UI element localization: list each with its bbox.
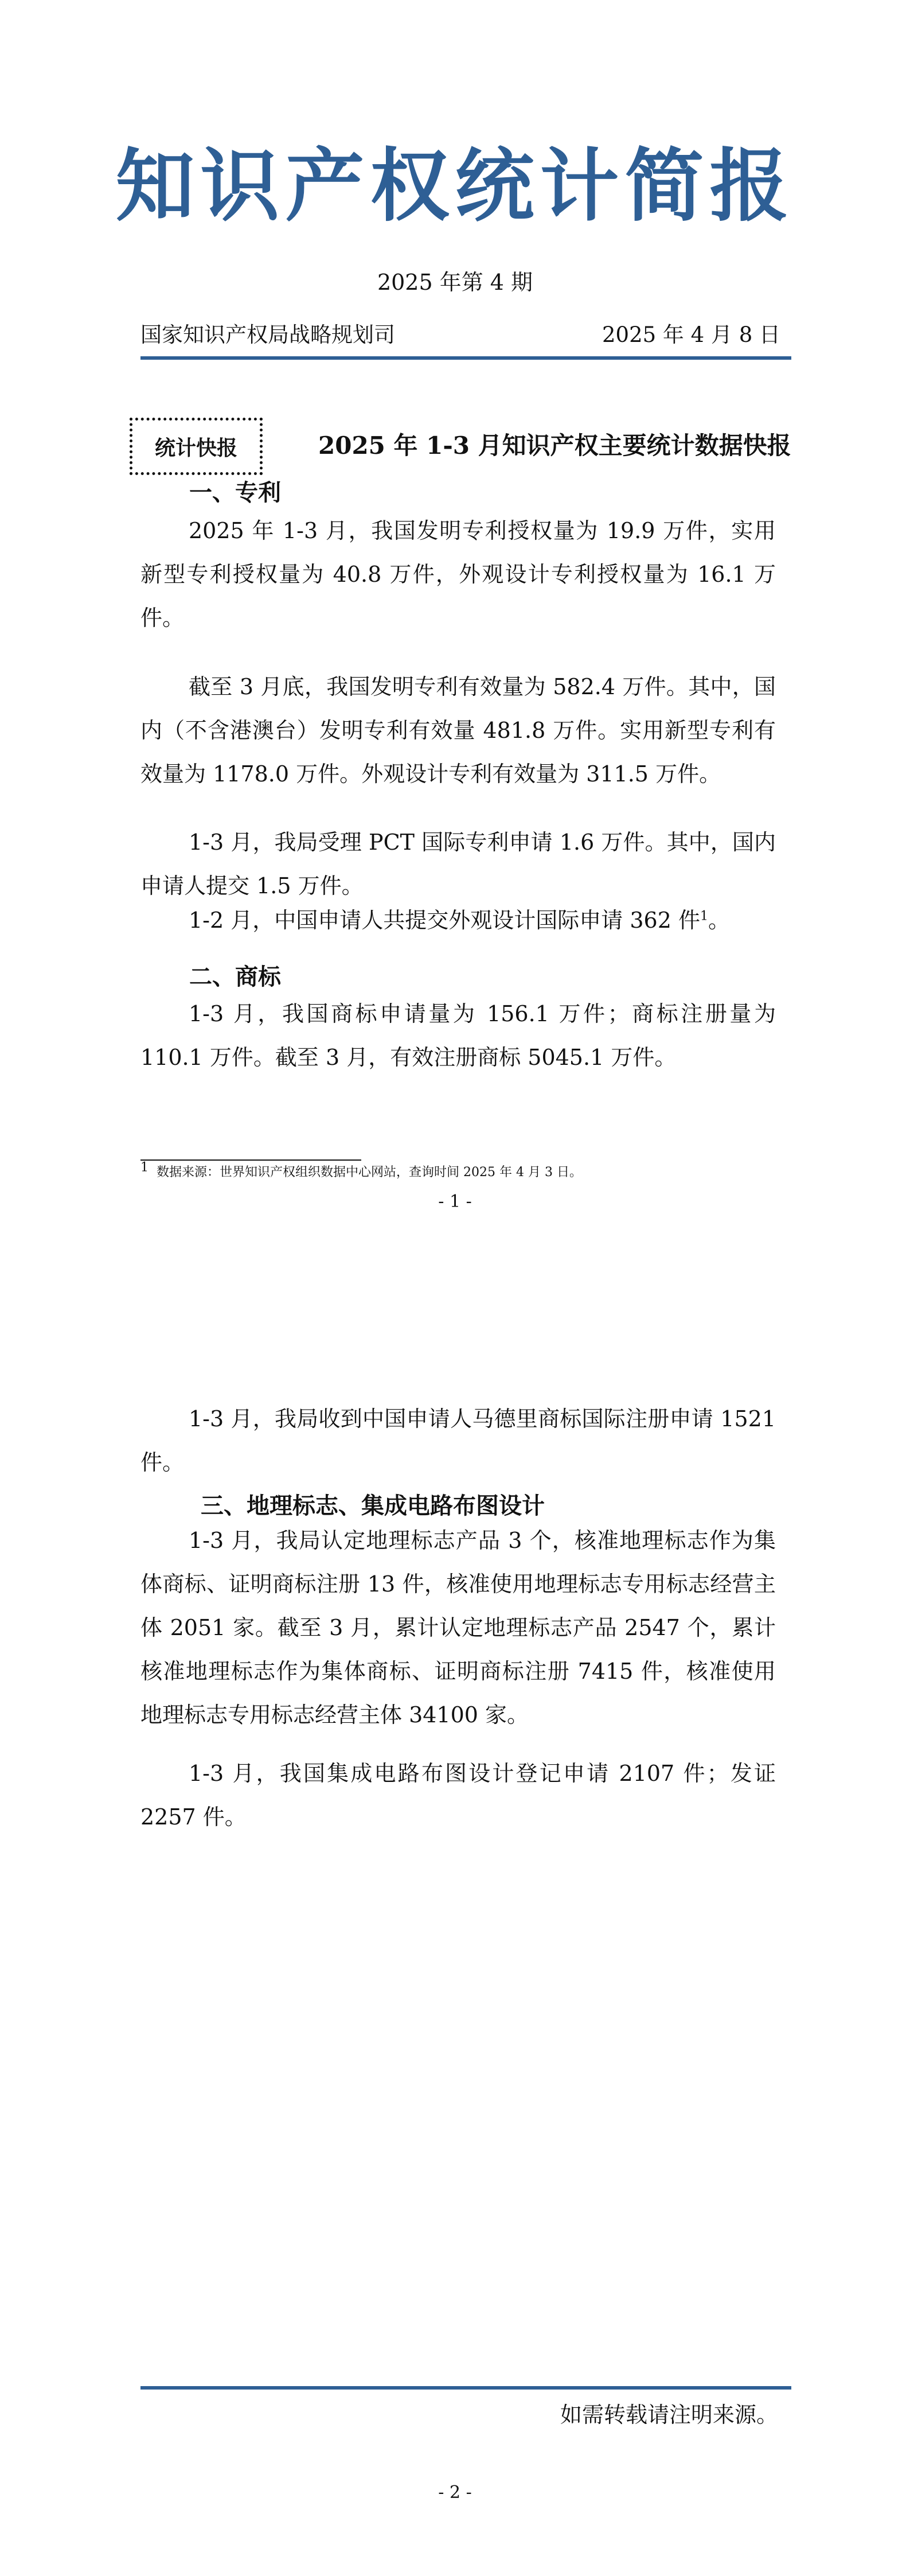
- department: 国家知识产权局战略规划司: [140, 322, 395, 347]
- page-number-1: - 1 -: [438, 1192, 472, 1212]
- section-heading-trademark: 二、商标: [189, 964, 281, 990]
- footnote-ref: 1: [700, 909, 708, 924]
- bulletin-title: 知识产权统计简报: [115, 139, 795, 232]
- trademark-paragraph-1: 1-3 月，我国商标申请量为 156.1 万件；商标注册量为 110.1 万件。截至 3 月，有效注册商标 5045.1 万件。: [140, 1001, 776, 1070]
- patent-paragraph-4: [140, 898, 776, 942]
- trademark-paragraph-2: 1-3 月，我局收到中国申请人马德里商标国际注册申请 1521 件。: [140, 1406, 776, 1475]
- footnote: [140, 1160, 582, 1180]
- footer-note: 如需转载请注明来源。: [560, 2402, 778, 2427]
- publish-date: 2025 年 4 月 8 日: [602, 322, 781, 347]
- section-heading-patent: 一、专利: [189, 480, 281, 506]
- footer-rule: [140, 2386, 791, 2390]
- footnote-mark: 1: [140, 1160, 149, 1175]
- headline: 2025 年 1-3 月知识产权主要统计数据快报: [318, 431, 791, 460]
- gi-paragraph-2: 1-3 月，我国集成电路布图设计登记申请 2107 件；发证 2257 件。: [140, 1761, 776, 1830]
- patent-paragraph-2: 截至 3 月底，我国发明专利有效量为 582.4 万件。其中，国内（不含港澳台）发明专利有效量 481.8 万件。实用新型专利有效量为 1178.0 万件。外观设计专利有效量为 311.5 万件。: [140, 674, 776, 787]
- footnote-text: 数据来源：世界知识产权组织数据中心网站，查询时间 2025 年 4 月 3 日。: [157, 1165, 582, 1180]
- badge-stat-flash: 统计快报: [130, 418, 263, 475]
- patent-paragraph-4-text: 1-2 月，中国申请人共提交外观设计国际申请 362 件: [189, 908, 700, 933]
- page-number-2: - 2 -: [438, 2482, 472, 2503]
- patent-paragraph-4-end: 。: [708, 908, 730, 933]
- issue-number: 2025 年第 4 期: [377, 270, 533, 295]
- patent-paragraph-3: 1-3 月，我局受理 PCT 国际专利申请 1.6 万件。其中，国内申请人提交 1.5 万件。: [140, 830, 776, 898]
- page-2: [0, 1288, 910, 2576]
- patent-paragraph-1: 2025 年 1-3 月，我国发明专利授权量为 19.9 万件，实用新型专利授权量为 40.8 万件，外观设计专利授权量为 16.1 万件。: [140, 518, 776, 631]
- header-rule: [140, 356, 791, 360]
- footnote-rule: [140, 1159, 361, 1161]
- section-heading-gi: 三、地理标志、集成电路布图设计: [201, 1493, 545, 1519]
- gi-paragraph-1: 1-3 月，我局认定地理标志产品 3 个，核准地理标志作为集体商标、证明商标注册 13 件，核准使用地理标志专用标志经营主体 2051 家。截至 3 月，累计认定地理标志产品 2547 个，累计核准地理标志作为集体商标、证明商标注册 7415 件，核准使用地理标志专用标志经营主体 34100 家。: [140, 1528, 776, 1727]
